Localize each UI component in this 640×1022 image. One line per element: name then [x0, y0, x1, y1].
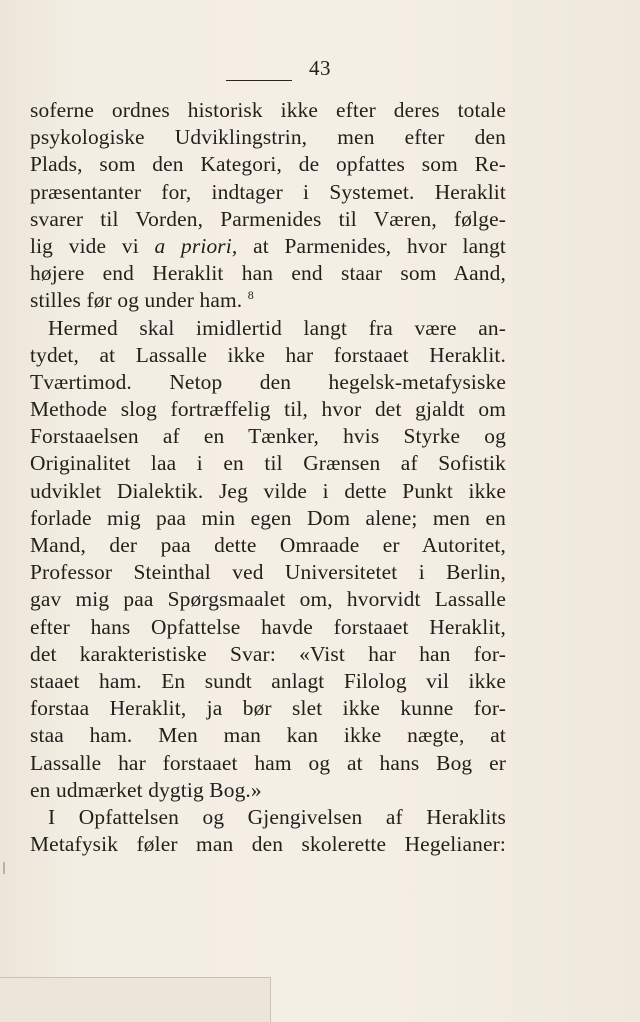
- text-line: Metafysik føler man den skolerette Hegelianer:: [30, 832, 506, 857]
- text-line: Plads, som den Kategori, de opfattes som Re-: [30, 152, 506, 177]
- text-line: staa ham. Men man kan ikke nægte, at: [30, 723, 506, 748]
- page-number-rule: [226, 80, 292, 81]
- text-segment: at Parmenides, hvor langt: [253, 233, 507, 258]
- text-line: forlade mig paa min egen Dom alene; men en: [30, 505, 506, 530]
- text-line: Forstaaelsen af en Tænker, hvis Styrke og: [30, 424, 506, 449]
- text-line: forstaa Heraklit, ja bør slet ikke kunne for-: [30, 696, 506, 721]
- text-line: Hermed skal imidlertid langt fra være an-: [48, 315, 506, 340]
- page-number: 43: [309, 56, 331, 80]
- text-line: en udmærket dygtig Bog.»: [30, 777, 262, 802]
- text-line: staaet ham. En sundt anlagt Filolog vil ikke: [30, 668, 506, 693]
- text-line: [30, 233, 506, 260]
- text-line: gav mig paa Spørgsmaalet om, hvorvidt Lassalle: [30, 587, 506, 612]
- text-segment: stilles før og under ham.: [30, 288, 243, 313]
- text-line: udviklet Dialektik. Jeg vilde i dette Punkt ikke: [30, 478, 506, 503]
- text-line: præsentanter for, indtager i Systemet. Heraklit: [30, 179, 506, 204]
- text-line: Originalitet laa i en til Grænsen af Sofistik: [30, 451, 506, 476]
- text-line: [30, 287, 506, 314]
- italic-phrase: a priori,: [154, 233, 238, 258]
- text-line: soferne ordnes historisk ikke efter deres totale: [30, 98, 506, 122]
- text-segment: lig vide vi: [30, 233, 139, 258]
- paper-edge: [0, 977, 271, 1022]
- body-text: [30, 97, 506, 858]
- text-line: Professor Steinthal ved Universitetet i Berlin,: [30, 560, 506, 585]
- footnote-marker: 8: [247, 288, 254, 303]
- text-line: Mand, der paa dette Omraade er Autoritet,: [30, 533, 506, 557]
- text-line: Tværtimod. Netop den hegelsk-metafysiske: [30, 369, 506, 394]
- text-line: tydet, at Lassalle ikke har forstaaet Heraklit.: [30, 342, 506, 367]
- text-line: Methode slog fortræffelig til, hvor det gjaldt om: [30, 397, 506, 422]
- text-line: det karakteristiske Svar: «Vist har han for-: [30, 641, 506, 666]
- text-line: højere end Heraklit han end staar som Aand,: [30, 261, 506, 286]
- text-line: psykologiske Udviklingstrin, men efter den: [30, 125, 506, 150]
- text-line: Lassalle har forstaaet ham og at hans Bog er: [30, 750, 506, 775]
- text-line: I Opfattelsen og Gjengivelsen af Heraklits: [48, 804, 506, 829]
- text-line: efter hans Opfattelse havde forstaaet Heraklit,: [30, 614, 506, 639]
- text-line: svarer til Vorden, Parmenides til Væren, følge-: [30, 206, 506, 231]
- margin-mark: [3, 862, 5, 874]
